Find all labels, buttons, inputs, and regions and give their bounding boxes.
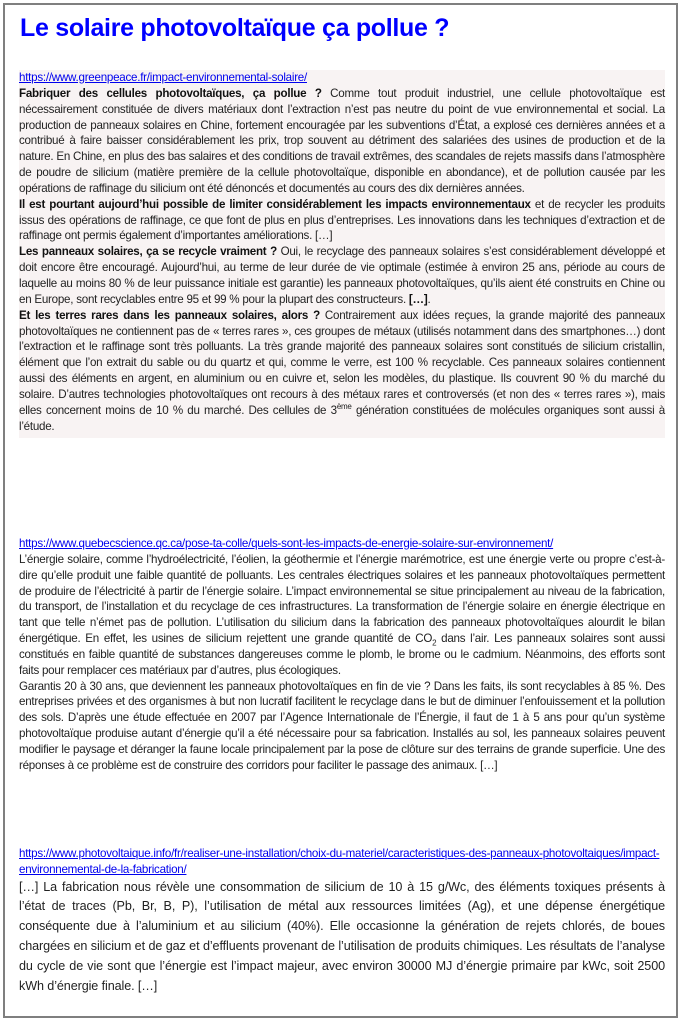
subscript: 2: [432, 638, 437, 648]
source-link[interactable]: https://www.quebecscience.qc.ca/pose-ta-colle/quels-sont-les-impacts-de-energie-solaire-sur-environnement/: [19, 537, 554, 550]
paragraph: [19, 86, 665, 197]
paragraph-text: .: [427, 292, 431, 306]
paragraph-text: et de recycler les produits issus des opérations de raffinage, ce que font de plus en plus d’entreprises. Les innovations dans les techniques d’extraction et de raffinage ont permis également d’importantes améliorations. […]: [19, 197, 666, 243]
section-quebecscience: [19, 536, 665, 774]
paragraph: [19, 244, 665, 307]
paragraph-text: Comme tout produit industriel, une cellule photovoltaïque est nécessairement constituée de divers matériaux dont l’extraction n’est pas neutre du point de vue environnemental et social. La production de panneaux solaires en Chine, fortement encouragée par les subventions d’État, a explosé ces dernières années et a contribué à faire baisser considérablement les prix, trop souvent au détriment des salariées des usines de production et de la nature. En Chine, en plus des bas salaires et des conditions de travail extrêmes, des scandales de rejets massifs dans l’atmosphère de poudre de silicium (matière première de la cellule photovoltaïque, disponible en abondance), et de pollution causée par les opérations de raffinage du silicium ont été dénoncés et documentés au cours des dix dernières années.: [19, 86, 665, 195]
source-link[interactable]: https://www.photovoltaique.info/fr/realiser-une-installation/choix-du-materiel/caracteristiques-des-panneaux-photovoltaiques/impact-environnemental-de-la-fabrication/: [19, 847, 660, 876]
source-link[interactable]: https://www.greenpeace.fr/impact-environnemental-solaire/: [19, 71, 307, 84]
paragraph-text: Contrairement aux idées reçues, la grande majorité des panneaux photovoltaïques ne contiennent pas de « terres rares », ces groupes de métaux (utilisés notamment dans des smartphones…) dont l’extraction et le raffinage sont très polluants. La très grande majorité des panneaux solaires sont constitués de silicium cristallin, élément que l’on extrait du sable ou du quartz et qui, comme le verre, est 100 % recyclable. Ces panneaux solaires contiennent aussi des éléments en argent, en aluminium ou en cuivre et, selon les modèles, du plastique. Ils couvrent 90 % du marché du solaire. D’autres technologies photovoltaïques ont recours à des métaux rares et controversés (et non des « terres rares »), mais elles concernent moins de 10 % du marché. Des cellules de 3: [19, 308, 666, 417]
page-title: Le solaire photovoltaïque ça pollue ?: [20, 14, 450, 42]
superscript: ème: [336, 401, 352, 411]
bold-lead: Il est pourtant aujourd’hui possible de limiter considérablement les impacts environnementaux: [19, 197, 531, 211]
bold-lead: Et les terres rares dans les panneaux solaires, alors ?: [19, 308, 320, 322]
paragraph: [19, 197, 665, 245]
paragraph-text: Oui, le recyclage des panneaux solaires s’est considérablement développé et doit encore être encouragé. Aujourd’hui, au terme de leur durée de vie optimale (estimée à environ 25 ans, période au cours de laquelle au moins 80 % de leur puissance initiale est garantie) les panneaux photovoltaïques, qu’ils aient été construits en Chine ou en Europe, sont recyclables entre 95 et 99 % pour la plupart des constructeurs.: [19, 245, 665, 306]
paragraph-text: L’énergie solaire, comme l’hydroélectricité, l’éolien, la géothermie et l’énergie marémotrice, est une énergie verte ou propre c’est-à-dire qu’elle produit une faible quantité de polluants. Les centrales électriques solaires et les panneaux photovoltaïques permettent de produire de l’électricité à partir de l’énergie solaire. L’impact environnemental se situe principalement au niveau de la fabrication, du transport, de l’installation et du recyclage de ces infrastructures. La transformation de l’énergie solaire en énergie électrique en tant que telle n’émet pas de pollution. L’utilisation du silicium dans la fabrication des panneaux photovoltaïques alourdit le bilan énergétique. En effet, les usines de silicium rejettent une grande quantité de CO: [19, 552, 665, 646]
bold-lead: Fabriquer des cellules photovoltaïques, ça pollue ?: [19, 86, 322, 100]
section-greenpeace: [19, 70, 665, 438]
paragraph-text: génération constituées de molécules organiques sont aussi à l’étude.: [19, 403, 665, 433]
section-photovoltaique-info: [19, 846, 665, 996]
bold-lead: Les panneaux solaires, ça se recycle vraiment ?: [19, 245, 277, 259]
paragraph: [19, 552, 665, 679]
paragraph: […] La fabrication nous révèle une consommation de silicium de 10 à 15 g/Wc, des éléments toxiques présents à l’état de traces (Pb, Br, B, P), l’utilisation de métal aux ressources limitées (Ag), et une dépense énergétique conséquente due à l’aluminium et au silicium (40%). Elle occasionne la génération de rejets chlorés, de boues chargées en silicium et de gaz et d’effluents provenant de l’utilisation de produits chimiques. Les résultats de l’analyse du cycle de vie sont que l’énergie est l’impact majeur, avec environ 30000 MJ d’énergie primaire par kWc, soit 2500 kWh d’énergie finale. […]: [19, 879, 665, 993]
paragraph: [19, 308, 665, 435]
bold-ellipsis: […]: [408, 292, 428, 306]
paragraph: Garantis 20 à 30 ans, que deviennent les panneaux photovoltaïques en fin de vie ? Dans les faits, ils sont recyclables à 85 %. Des entreprises privées et des organismes à but non lucratif facilitent le recyclage dans le but de diminuer l’enfouissement et la pollution des sols. D’après une étude effectuée en 2007 par l’Agence Internationale de l’Énergie, il faut de 1 à 5 ans pour qu’un système photovoltaïque produise autant d’énergie qu’il a été nécessaire pour sa fabrication. Installés au sol, les panneaux solaires peuvent modifier le paysage et déranger la faune locale principalement par la pose de clôture sur des terrains de grande superficie. Une des réponses à ce problème est de construire des corridors pour faciliter le passage des animaux. […]: [19, 679, 665, 772]
paragraph-text: dans l’air. Les panneaux solaires sont aussi constitués en faible quantité de substances dangereuses comme le plomb, le brome ou le cadmium. Néanmoins, des efforts sont faits pour remplacer ces matériaux par d’autres, plus écologiques.: [19, 632, 665, 677]
